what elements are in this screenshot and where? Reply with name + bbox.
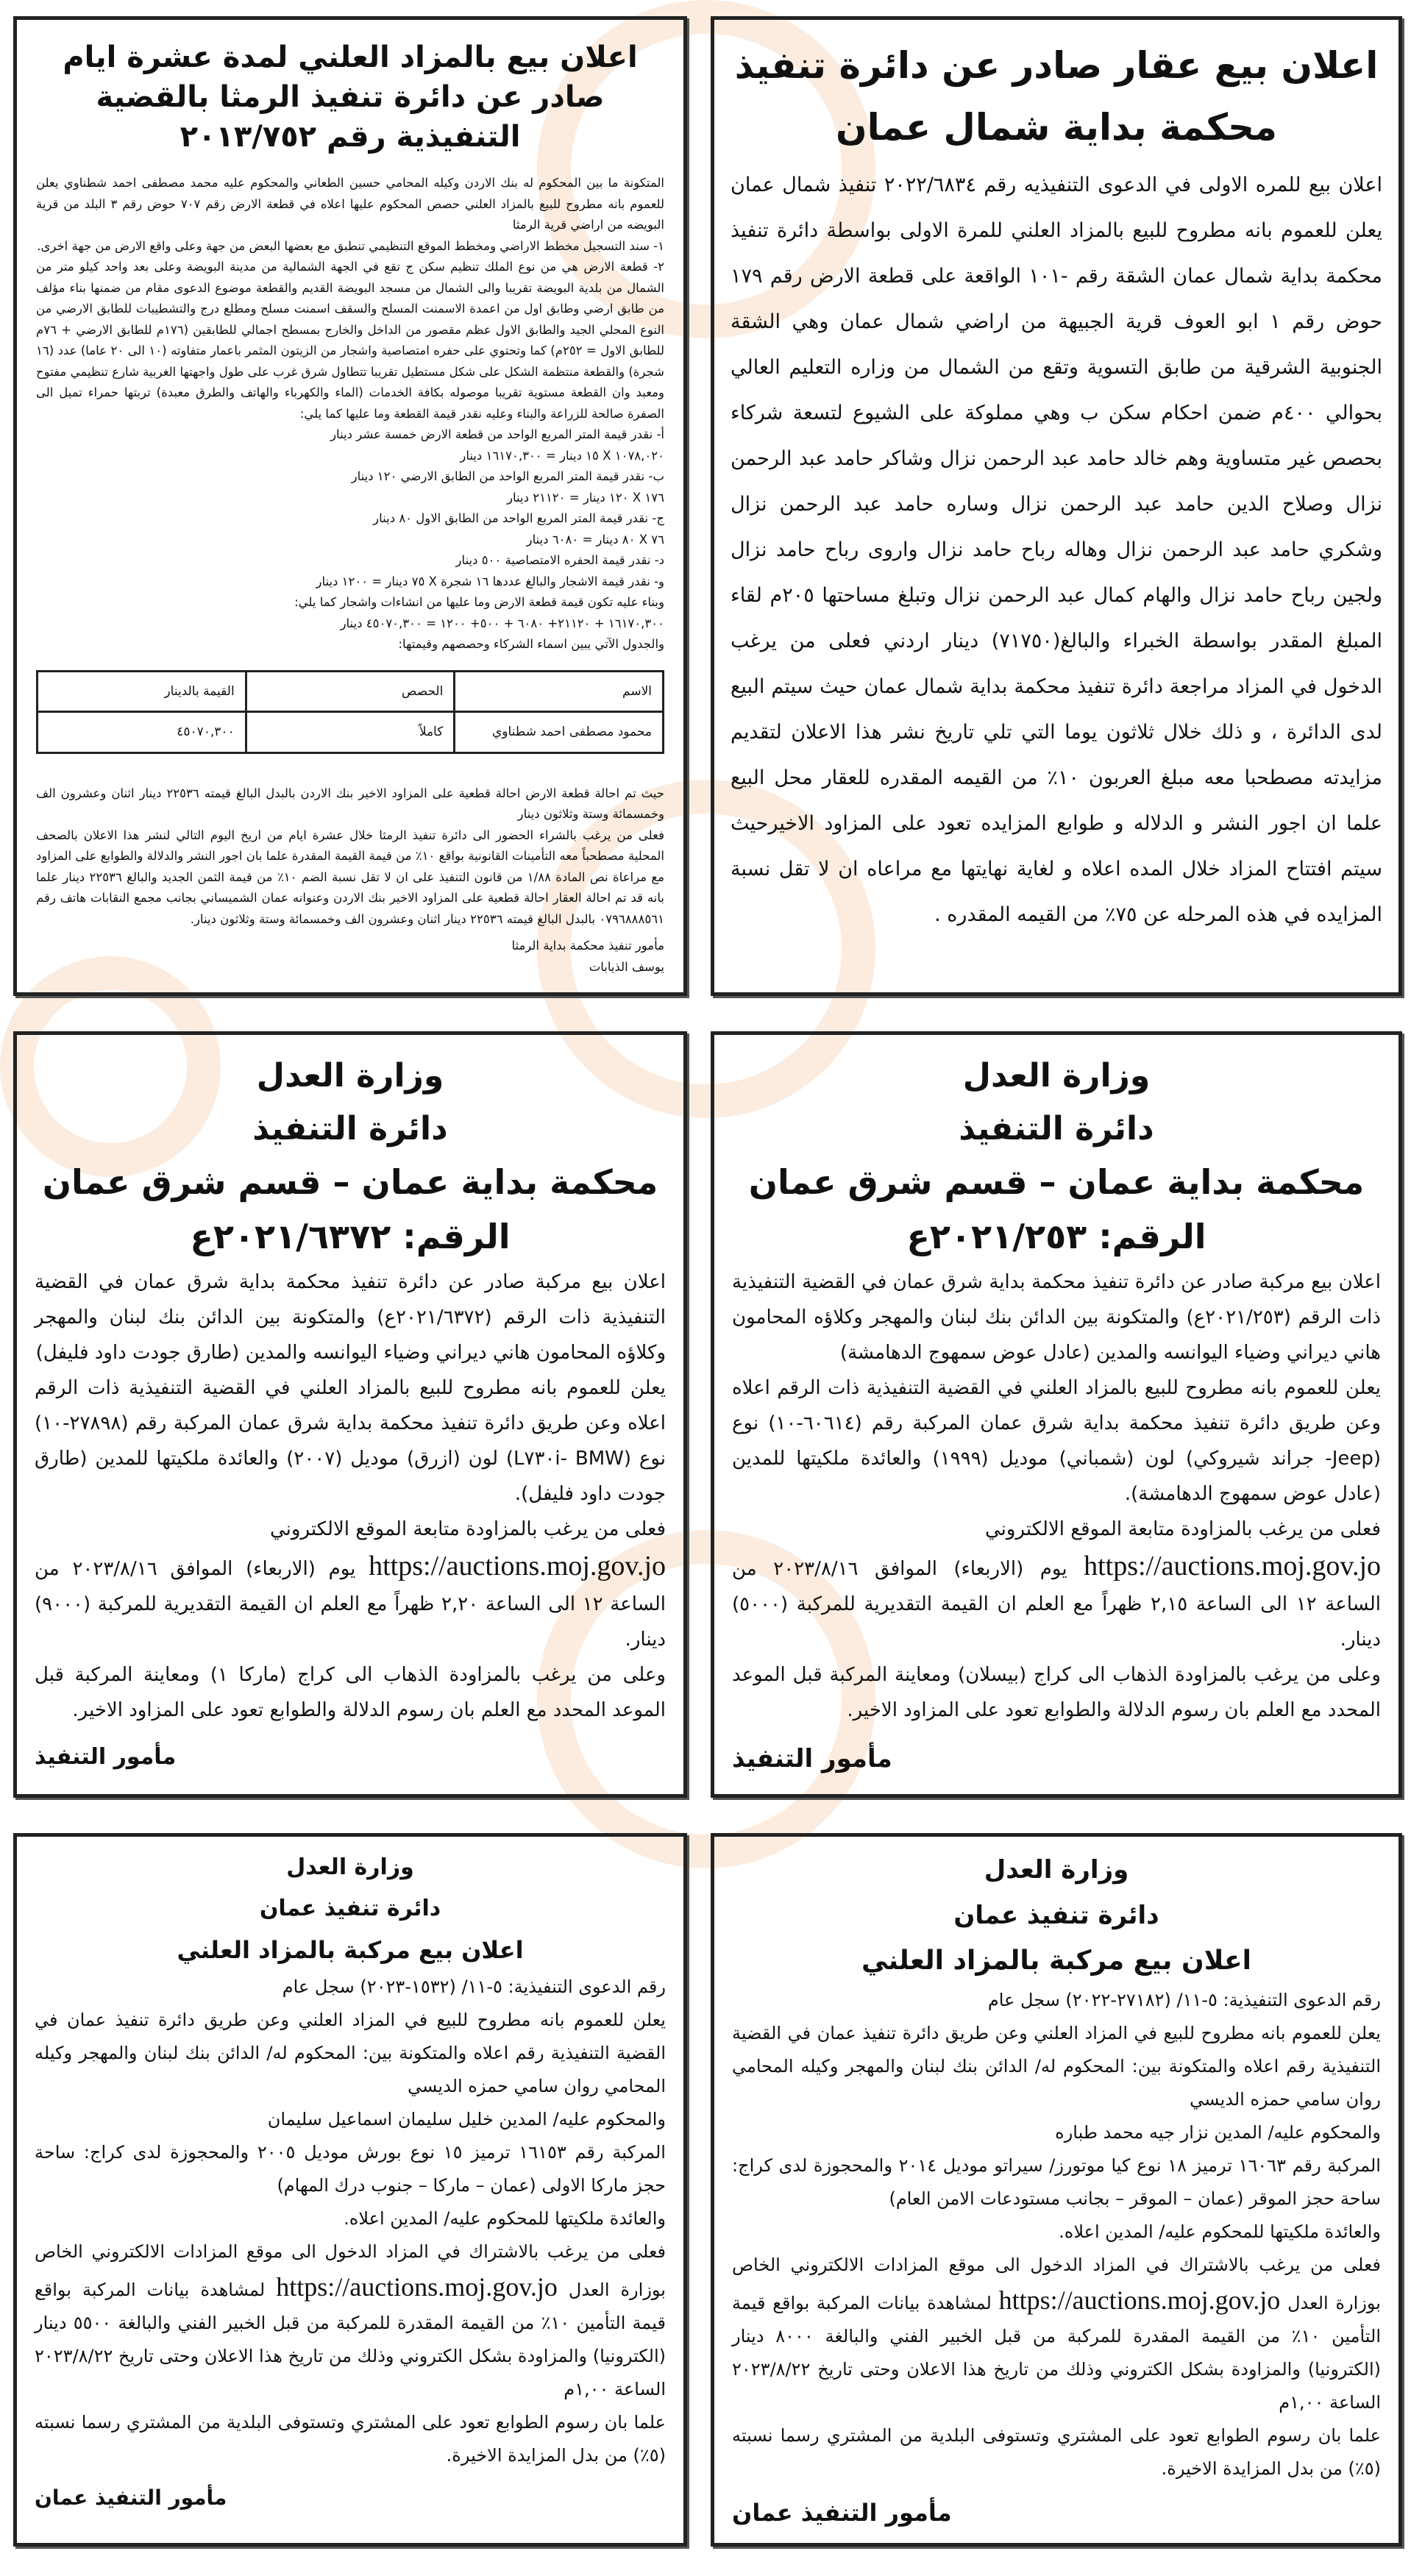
ministry-title: وزارة العدل	[962, 1057, 1151, 1095]
paragraph: علما بان رسوم الطوابع تعود على المشتري وتستوفى البلدية من المشتري رسما نسبته (٥٪) من بدل المزايدة الاخيرة.	[35, 2412, 666, 2466]
paragraph: ١٠٧٨,٠٢٠ X ١٥ دينار = ١٦١٧٠,٣٠٠ دينار	[460, 448, 664, 463]
table-header-row	[38, 671, 664, 712]
paragraph: اعلان بيع مركبة صادر عن دائرة تنفيذ محكمة بداية شرق عمان في القضية التنفيذية ذات الرقم (٢٠٢١/٢٥٣ع) والمتكونة بين الدائن بنك لبنان والمهجر وكلاؤه المحامون هاني ديراني وضياء اليوانسه والمدين (عادل عوض سمهوج الدهامشة)	[732, 1271, 1381, 1364]
paragraph: اعلان بيع مركبة صادر عن دائرة تنفيذ محكمة بداية شرق عمان في القضية التنفيذية ذات الرقم (٢٠٢١/٦٣٧٢ع) والمتكونة بين الدائن بنك لبنان والمهجر وكلاؤه المحامون هاني ديراني وضياء اليوانسه والمدين (طارق جودت داود فليفل)	[35, 1271, 666, 1364]
case-number: الرقم: ٢٠٢١/٢٥٣ع	[906, 1217, 1206, 1256]
paragraph: فعلى من يرغب بالشراء الحضور الى دائرة تنفيذ الرمثا خلال عشرة ايام من اريخ اليوم التالي لنشر هذا الاعلان بالصحف المحلية مصطحباً معه التأمينات القانونية بواقع ١٠٪ من قيمة القيمة المقدرة علما بان اجور النشر والدلالة والطوابع على المزاود مع مراعاة نص المادة ١/٨٨ من قانون التنفيذ على ان لا تقل نسبة الضم ١٠٪ من قيمة الثمن الجديد والبالغ ٢٢٥٣٦ دينار علما بانه قد تم احالة العقار احالة قطعية على المزاود الاخير بنك الاردن وعنوانه عمان الشميساني بجانب مجمع النقابات هاتف رقم ٠٧٩٦٨٨٨٥٦١ بالبدل البالغ قيمته ٢٢٥٣٦ دينار اثنان وعشرون الف وخمسمائة وستة وثلاثون دينار.	[36, 828, 665, 926]
paragraph: والجدول الآتي يبين اسماء الشركاء وحصصهم وقيمتها:	[398, 637, 664, 651]
paragraph: يعلن للعموم بانه مطروح للبيع بالمزاد العلني في القضية التنفيذية ذات الرقم اعلاه وعن طريق دائرة تنفيذ محكمة بداية شرق عمان المركبة رقم (٢٧٨٩٨-١٠) نوع (L٧٣٠i- BMW) لون (ازرق) موديل (٢٠٠٧) والعائدة ملكيتها للمدين (طارق جودت داود فليفل).	[35, 1377, 667, 1505]
paragraph: د- نقدر قيمة الحفره الامتصاصية ٥٠٠ دينار	[455, 553, 664, 567]
paragraph: يعلن للعموم بانه مطروح للبيع في المزاد العلني وعن طريق دائرة تنفيذ عمان في القضية التنفيذية رقم اعلاه والمتكونة بين: المحكوم له/ الدائن بنك لبنان والمهجر وكيله المحامي روان سامي حمزه الديسي	[732, 2023, 1381, 2110]
auction-details: لمشاهدة بيانات المركبة بواقع قيمة التأمين ١٠٪ من القيمة المقدرة للمركبة من قبل الخبير الفني والبالغة ٨٠٠٠ دينار (الكترونيا) والمزاودة بشكل الكتروني وذلك من تاريخ هذا الاعلان وحتى تاريخ ٢٠٢٣/٨/٢٢ الساعة ١,٠٠م	[732, 2293, 1382, 2413]
auction-intro: فعلى من يرغب بالاشتراك في المزاد الدخول الى موقع المزادات الالكتروني الخاص بوزارة العدل	[35, 2241, 666, 2300]
paragraph: المركبة رقم ١٦٠٦٣ ترميز ١٨ نوع كيا موتورز/ سيراتو موديل ٢٠١٤ والمحجوزة لدى كراج: ساحة حجز الموقر (عمان – الموقر – بجانب مستودعات الامن العام)	[732, 2155, 1381, 2209]
ad-amman-vehicle-1532	[13, 1833, 687, 2547]
auction-details: لمشاهدة بيانات المركبة بواقع قيمة التأمين ١٠٪ من القيمة المقدرة للمركبة من قبل الخبير الفني والبالغة ٥٥٠٠ دينار (الكترونيا) والمزاودة بشكل الكتروني وذلك من تاريخ هذا الاعلان وحتى تاريخ ٢٠٢٣/٨/٢٢ الساعة ١,٠٠م	[35, 2280, 667, 2399]
auctions-link[interactable]: https://auctions.moj.gov.jo	[1084, 1551, 1382, 1581]
signature: مأمور التنفيذ عمان	[35, 2486, 227, 2510]
paragraph: وعلى من يرغب بالمزاودة الذهاب الى كراج (ماركا ١) ومعاينة المركبة قبل الموعد المحدد مع العلم بان رسوم الدلالة والطوابع تعود على المزاود الاخير.	[35, 1664, 666, 1721]
paragraph: ج- نقدر قيمة المتر المربع الواحد من الطابق الاول ٨٠ دينار	[373, 511, 664, 525]
auction-intro: فعلى من يرغب بالاشتراك في المزاد الدخول الى موقع المزادات الالكتروني الخاص بوزارة العدل	[732, 2255, 1381, 2313]
department-title: دائرة التنفيذ	[252, 1110, 448, 1148]
auction-details: يوم (الاربعاء) الموافق ٢٠٢٣/٨/١٦ من الساعة ١٢ الى الساعة ٢,٢٠ ظهراً مع العلم ان القيمة التقديرية للمركبة (٩٠٠٠) دينار.	[35, 1558, 667, 1651]
department-title: دائرة تنفيذ عمان	[259, 1896, 441, 1921]
court-title: محكمة بداية عمان – قسم شرق عمان	[748, 1162, 1365, 1202]
ad-east-amman-6372	[13, 1031, 687, 1798]
ad-amman-vehicle-27182	[711, 1833, 1402, 2547]
paragraph: حيث تم احالة قطعة الارض احالة قطعية على المزاود الاخير بنك الاردن بالبدل البالغ قيمته ٢٢٥٣٦ دينار اثنان وعشرون الف وخمسمائة وستة وثلاثون دينار	[36, 786, 664, 821]
department-title: دائرة التنفيذ	[959, 1110, 1154, 1148]
paragraph: وعلى من يرغب بالمزاودة الذهاب الى كراج (بيسلان) ومعاينة المركبة قبل الموعد المحدد مع العلم بان رسوم الدلالة والطوابع تعود على المزاود الاخير.	[732, 1664, 1381, 1721]
auctions-link[interactable]: https://auctions.moj.gov.jo	[369, 1551, 667, 1581]
partners-table	[36, 670, 664, 754]
ministry-title: وزارة العدل	[256, 1057, 444, 1095]
ad-ramtha-property-sale	[13, 16, 687, 996]
ad-title: اعلان بيع عقار صادر عن دائرة تنفيذ محكمة بداية شمال عمان	[734, 44, 1379, 149]
table-header: الحصص	[246, 671, 455, 712]
paragraph: فعلى من يرغب بالمزاودة متابعة الموقع الالكتروني	[270, 1518, 666, 1540]
paragraph: فعلى من يرغب بالمزاودة متابعة الموقع الالكتروني	[985, 1518, 1381, 1540]
ad-title: اعلان بيع بالمزاد العلني لمدة عشرة ايام صادر عن دائرة تنفيذ الرمثا بالقضية التنفيذية رقم ٢٠١٣/٧٥٢	[63, 40, 638, 154]
paragraph: والمحكوم عليه/ المدين خليل سليمان اسماعيل سليمان	[267, 2109, 666, 2130]
court-title: محكمة بداية عمان – قسم شرق عمان	[42, 1162, 658, 1202]
ad-heading: اعلان بيع مركبة بالمزاد العلني	[177, 1936, 524, 1964]
paragraph: ١٧٦ X ١٢٠ دينار = ٢١١٢٠ دينار	[507, 490, 664, 505]
paragraph: اعلان بيع للمره الاولى في الدعوى التنفيذيه رقم ٢٠٢٢/٦٨٣٤ تنفيذ شمال عمان يعلن للعموم بانه مطروح للبيع بالمزاد العلني للمرة الاولى بواسطة دائرة تنفيذ محكمة بداية شمال عمان الشقة رقم -١٠١ الواقعة على قطعة الارض رقم ١٧٩ حوض رقم ١ ابو العوف قرية الجبيهة من اراضي شمال عمان وهي الشقة الجنوبية الشرقية من طابق التسوية وتقع من الشمال من وزاره التعليم العالي بحوالي ٤٠٠م ضمن احكام سكن ب وهي مملوكة على الشيوع لتسعة شركاء بحصص غير متساوية وهم خالد حامد عبد الرحمن نزال وشاكر حامد عبد الرحمن نزال وصلاح الدين حامد عبد الرحمن نزال وساره حامد عبد الرحمن نزال وشكري حامد عبد الرحمن نزال وهاله رباح حامد نزال واروى رباح حامد نزال ولجين رباح حامد نزال والهام كمال عبد الرحمن نزال وتبلغ مساحتها ٢٠٥م لقاء المبلغ المقدر بواسطة الخبراء والبالغ(٧١٧٥٠) دينار اردني فعلى من يرغب الدخول في المزاد مراجعة دائرة تنفيذ محكمة بداية شمال عمان حيث سيتم البيع لدى الدائرة ، و ذلك خلال ثلاثون يوما التي تلي تاريخ نشر هذا الاعلان لتقديم مزايدته مصطحبا معه مبلغ العربون ١٠٪ من القيمه المقدره للعقار محل البيع علما ان اجور النشر و الدلاله و طوابع المزايده تعود على المزاود الاخيرحيث سيتم افتتاح المزاد خلال المده اعلاه و لغاية نهايتها مع مراعاه ان لا تقل نسبة المزايده في هذه المرحله عن ٧٥٪ من القيمه المقدره .	[731, 174, 1382, 926]
paragraph: المتكونة ما بين المحكوم له بنك الاردن وكيله المحامي حسين الطعاني والمحكوم عليه محمد مصطفى احمد شطناوي يعلن للعموم بانه مطروح للبيع بالمزاد العلني حصص المحكوم عليها اعلاه في قطعة الارض رقم ٧٠٧ حوض رقم ٣ البلد من قرية البويضه من اراضي قرية الرمثا	[36, 176, 665, 232]
table-row	[38, 712, 664, 753]
paragraph: وبناء عليه تكون قيمة قطعة الارض وما عليها من انشاءات واشجار كما يلي:	[294, 595, 664, 609]
signature: مأمور التنفيذ	[35, 1744, 177, 1770]
paragraph: أ- نقدر قيمة المتر المربع الواحد من قطعة الارض خمسة عشر دينار	[330, 427, 664, 441]
ad-heading: اعلان بيع مركبة بالمزاد العلني	[861, 1946, 1251, 1976]
table-header: القيمة بالدينار	[38, 671, 246, 712]
table-cell: محمود مصطفى احمد شطناوي	[455, 712, 664, 753]
department-title: دائرة تنفيذ عمان	[953, 1901, 1159, 1930]
paragraph: ٢- قطعة الارض هي من نوع الملك تنظيم سكن ج تقع في الجهة الشمالية من مدينة البويضة وعلى بعد واحد كيلو متر من الشمال من بلدية البويضة تقريبا والى الشمال من مسجد البويضة القديم والقطعة موضوع الدعوى مقام من ضمنها بناء مؤلف من طابق ارضي وطابق اول من اعمدة الاسمنت المسلح والسقف اسمنت مسلح ومطلع درج والتشطيبات للطابق الارضي من النوع المحلي الجيد والطابق الاول عظم مقصور من الداخل والخارج بمسطح اجمالي للطابقين (١٧٦م للطابق الارضي + ٧٦م للطابق الاول = ٢٥٢م) كما وتحتوي على حفره امتصاصية واشجار من الزيتون المثمر باعمار متفاوته (١٠ الى ٢٠ عاما) عدد (١٦ شجرة) والقطعة منتظمة الشكل على شكل مستطيل تقريبا تتطاول شرق غرب على طول واجهتها الغربية شارع تنظيمي مفتوح ومعبد وان القطعة مستوية تقريبا موصوله بكافة الخدمات (الماء والكهرباء والهاتف والطرق معبدة) تربتها حمراء تميل الى الصفرة صالحة للزراعة والبناء وعليه نقدر قيمة القطعة وما عليها كما يلي:	[36, 260, 665, 421]
auctions-link[interactable]: https://auctions.moj.gov.jo	[998, 2285, 1281, 2315]
case-number: الرقم: ٢٠٢١/٦٣٧٢ع	[190, 1217, 511, 1256]
ad-east-amman-253	[711, 1031, 1402, 1798]
auctions-link[interactable]: https://auctions.moj.gov.jo	[276, 2272, 558, 2302]
paragraph: يعلن للعموم بانه مطروح للبيع بالمزاد العلني في القضية التنفيذية ذات الرقم اعلاه وعن طريق دائرة تنفيذ محكمة بداية شرق عمان المركبة رقم (٦٠٦١٤-١٠) نوع (Jeep- جراند شيروكي) لون (شمباني) موديل (١٩٩٩) والعائدة ملكيتها للمدين (عادل عوض سمهوج الدهامشة).	[732, 1377, 1382, 1505]
paragraph: ١- سند التسجيل مخطط الاراضي ومخطط الموقع التنظيمي تنطبق مع بعضها البعض من جهة وعلى واقع الارض من جهة اخرى.	[37, 238, 664, 253]
paragraph: المركبة رقم ١٦١٥٣ ترميز ١٥ نوع بورش موديل ٢٠٠٥ والمحجوزة لدى كراج: ساحة حجز ماركا الاولى (عمان – ماركا – جنوب درك المهام)	[35, 2142, 666, 2196]
signature: مأمور التنفيذ عمان	[732, 2499, 952, 2527]
paragraph: يعلن للعموم بانه مطروح للبيع في المزاد العلني وعن طريق دائرة تنفيذ عمان في القضية التنفيذية رقم اعلاه والمتكونة بين: المحكوم له/ الدائن بنك لبنان والمهجر وكيله المحامي روان سامي حمزه الديسي	[35, 2010, 666, 2096]
paragraph: ١٦١٧٠,٣٠٠ + ٢١١٢٠+ ٦٠٨٠ + ٥٠٠+ ١٢٠٠ = ٤٥٠٧٠,٣٠٠ دينار	[340, 616, 664, 630]
paragraph: ب- نقدر قيمة المتر المربع الواحد من الطابق الارضي ١٢٠ دينار	[351, 469, 664, 483]
ministry-title: وزارة العدل	[286, 1854, 414, 1880]
signature-title: مأمور تنفيذ محكمة بداية الرمثا	[511, 939, 664, 953]
paragraph: والعائدة ملكيتها للمحكوم عليه/ المدين اعلاه.	[344, 2208, 666, 2229]
ministry-title: وزارة العدل	[984, 1855, 1129, 1885]
signature-name: يوسف الذيابات	[589, 959, 664, 974]
paragraph: رقم الدعوى التنفيذية: ٥-١١/ (١٥٣٢-٢٠٢٣) سجل عام	[282, 1977, 666, 1997]
table-header: الاسم	[455, 671, 664, 712]
ad-north-amman-property-sale	[711, 16, 1402, 996]
paragraph: والعائدة ملكيتها للمحكوم عليه/ المدين اعلاه.	[1059, 2221, 1381, 2242]
paragraph: و- نقدر قيمة الاشجار والبالغ عددها ١٦ شجرة X ٧٥ دينار = ١٢٠٠ دينار	[316, 574, 664, 588]
paragraph: والمحكوم عليه/ المدين نزار جيه محمد طباره	[1055, 2122, 1381, 2143]
paragraph: ٧٦ X ٨٠ دينار = ٦٠٨٠ دينار	[526, 532, 664, 547]
paragraph: علما بان رسوم الطوابع تعود على المشتري وتستوفى البلدية من المشتري رسما نسبته (٥٪) من بدل المزايدة الاخيرة.	[732, 2425, 1381, 2479]
auction-details: يوم (الاربعاء) الموافق ٢٠٢٣/٨/١٦ من الساعة ١٢ الى الساعة ٢,١٥ ظهراً مع العلم ان القيمة التقديرية للمركبة (٥٠٠٠) دينار.	[732, 1558, 1382, 1651]
paragraph: رقم الدعوى التنفيذية: ٥-١١/ (٢٧١٨٢-٢٠٢٢) سجل عام	[987, 1990, 1381, 2010]
signature: مأمور التنفيذ	[732, 1744, 892, 1773]
table-cell: ٤٥٠٧٠,٣٠٠	[38, 712, 246, 753]
table-cell: كاملاً	[246, 712, 455, 753]
